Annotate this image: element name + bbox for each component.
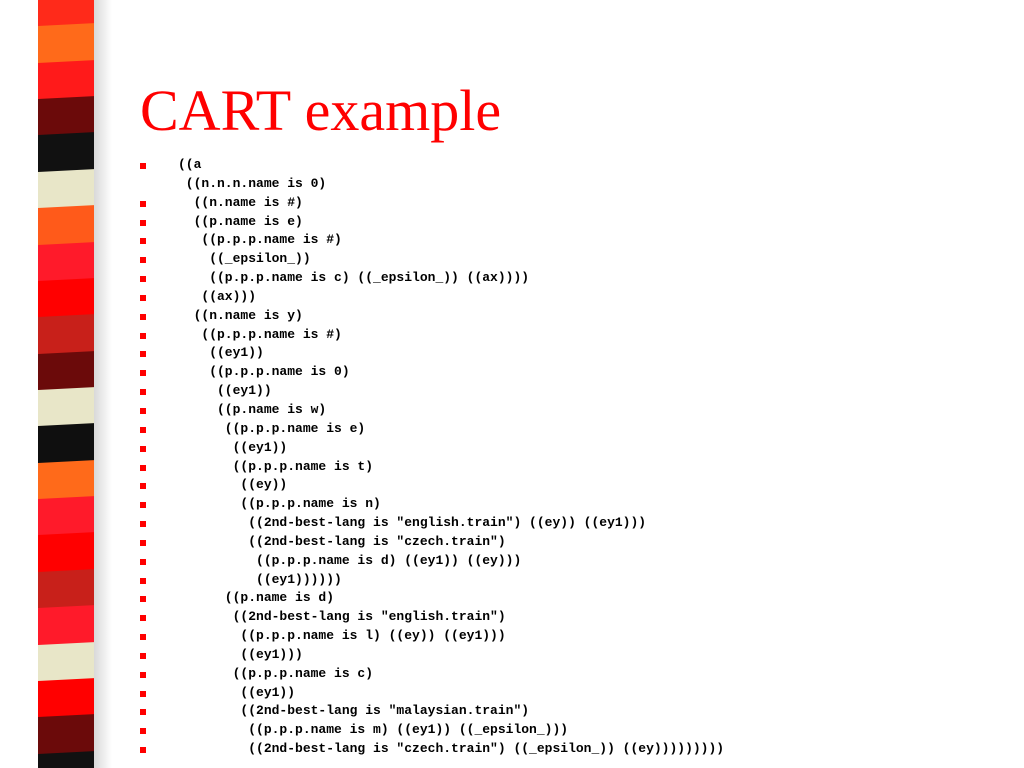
square-bullet-icon: [140, 389, 146, 395]
code-line-text: ((ey1)): [178, 383, 272, 399]
code-line: [0, 231, 1024, 250]
code-line-text: ((2nd-best-lang is "czech.train"): [178, 533, 506, 549]
code-line-text: ((n.name is #): [178, 194, 303, 210]
code-line-text: ((p.p.p.name is m) ((ey1)) ((_epsilon_))): [178, 722, 569, 738]
square-bullet-icon: [140, 559, 146, 565]
code-line-text: ((p.name is w): [178, 401, 327, 417]
code-line: [0, 420, 1024, 439]
code-line-text: ((ey1)): [178, 439, 288, 455]
square-bullet-icon: [140, 201, 146, 207]
code-line-text: ((p.p.p.name is t): [178, 458, 374, 474]
code-line: [0, 608, 1024, 627]
code-line: [0, 627, 1024, 646]
code-line-text: ((ey1)): [178, 345, 264, 361]
code-line: [0, 571, 1024, 590]
stripe-segment: [38, 96, 94, 137]
code-line-text: ((a: [178, 157, 202, 172]
code-line-text: ((ey1))): [178, 646, 303, 662]
square-bullet-icon: [140, 333, 146, 339]
code-line-text: ((ey)): [178, 477, 288, 493]
code-line-text: ((p.name is d): [178, 590, 335, 606]
code-line: [0, 326, 1024, 345]
square-bullet-icon: [140, 257, 146, 263]
square-bullet-icon: [140, 709, 146, 715]
code-line-text: ((p.p.p.name is d) ((ey1)) ((ey))): [178, 552, 522, 568]
code-line: [0, 665, 1024, 684]
code-line: [0, 458, 1024, 477]
code-line: [0, 269, 1024, 288]
code-line-text: ((2nd-best-lang is "english.train") ((ey)) ((ey1))): [178, 515, 647, 531]
code-line-text: ((p.p.p.name is 0): [178, 364, 350, 380]
code-line: [0, 721, 1024, 740]
code-line-text: ((p.p.p.name is e): [178, 420, 366, 436]
code-line-text: ((p.p.p.name is n): [178, 496, 381, 512]
square-bullet-icon: [140, 521, 146, 527]
square-bullet-icon: [140, 314, 146, 320]
square-bullet-icon: [140, 351, 146, 357]
square-bullet-icon: [140, 540, 146, 546]
code-line: [0, 382, 1024, 401]
square-bullet-icon: [140, 446, 146, 452]
square-bullet-icon: [140, 653, 146, 659]
code-line-text: ((n.name is y): [178, 307, 303, 323]
code-line: [0, 533, 1024, 552]
code-line: [0, 250, 1024, 269]
code-line-text: ((2nd-best-lang is "english.train"): [178, 609, 506, 625]
code-line-text: ((_epsilon_)): [178, 251, 311, 267]
code-line: [0, 514, 1024, 533]
code-line-text: ((p.p.p.name is c) ((_epsilon_)) ((ax)))): [178, 270, 530, 286]
code-line-text: ((ax))): [178, 288, 257, 304]
stripe-segment: [38, 23, 94, 64]
square-bullet-icon: [140, 163, 146, 169]
code-line: [0, 363, 1024, 382]
code-line-text: ((p.p.p.name is #): [178, 326, 342, 342]
square-bullet-icon: [140, 408, 146, 414]
code-line-text: ((p.p.p.name is c): [178, 665, 374, 681]
code-line: [0, 307, 1024, 326]
square-bullet-icon: [140, 672, 146, 678]
code-line-text: ((ey1)): [178, 684, 296, 700]
square-bullet-icon: [140, 276, 146, 282]
code-listing: [0, 156, 1024, 759]
code-line: [0, 476, 1024, 495]
code-line: [0, 344, 1024, 363]
slide-title: CART example: [140, 78, 502, 143]
code-line: [0, 702, 1024, 721]
square-bullet-icon: [140, 691, 146, 697]
code-line-text: ((ey1)))))): [178, 571, 342, 587]
code-line: [0, 288, 1024, 307]
code-line: [0, 401, 1024, 420]
code-line: [0, 552, 1024, 571]
code-line: [0, 589, 1024, 608]
square-bullet-icon: [140, 728, 146, 734]
code-line: [0, 740, 1024, 759]
square-bullet-icon: [140, 483, 146, 489]
code-line: [0, 213, 1024, 232]
square-bullet-icon: [140, 220, 146, 226]
square-bullet-icon: [140, 615, 146, 621]
square-bullet-icon: [140, 427, 146, 433]
code-line: [0, 684, 1024, 703]
code-line: [0, 439, 1024, 458]
square-bullet-icon: [140, 596, 146, 602]
square-bullet-icon: [140, 295, 146, 301]
code-line-text: ((2nd-best-lang is "czech.train") ((_epsilon_)) ((ey))))))))): [178, 741, 725, 757]
code-line: [0, 156, 1024, 175]
code-line-text: ((p.p.p.name is l) ((ey)) ((ey1))): [178, 628, 506, 644]
square-bullet-icon: [140, 578, 146, 584]
code-line: [0, 194, 1024, 213]
code-line: [0, 175, 1024, 194]
stripe-segment: [38, 60, 94, 101]
code-line-text: ((n.n.n.name is 0): [178, 175, 327, 191]
square-bullet-icon: [140, 465, 146, 471]
square-bullet-icon: [140, 370, 146, 376]
square-bullet-icon: [140, 634, 146, 640]
square-bullet-icon: [140, 747, 146, 753]
code-line: [0, 495, 1024, 514]
square-bullet-icon: [140, 502, 146, 508]
code-line-text: ((2nd-best-lang is "malaysian.train"): [178, 703, 530, 719]
code-line: [0, 646, 1024, 665]
code-line-text: ((p.p.p.name is #): [178, 232, 342, 248]
square-bullet-icon: [140, 238, 146, 244]
code-line-text: ((p.name is e): [178, 213, 303, 229]
